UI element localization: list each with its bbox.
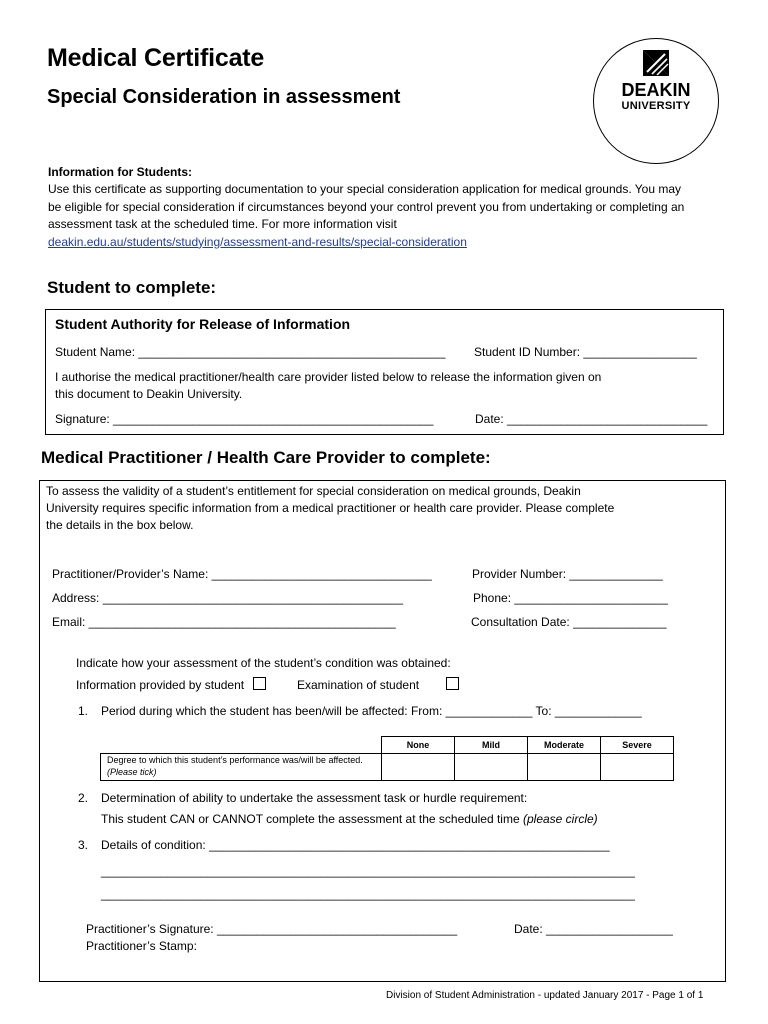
q2-hint: (please circle)	[522, 812, 598, 826]
consultation-date-field[interactable]: Consultation Date: ______________	[471, 615, 667, 629]
deakin-logo	[593, 38, 719, 164]
examination-label: Examination of student	[297, 678, 420, 692]
address-field[interactable]: Address: _____________________________________________	[52, 591, 404, 605]
student-information	[48, 164, 688, 251]
student-signature-field[interactable]: Signature: ________________________________________________	[55, 412, 434, 426]
condition-details-field[interactable]: Details of condition: ____________________________________________________________	[101, 838, 610, 852]
student-name-field[interactable]: Student Name: ______________________________________________	[55, 345, 446, 359]
q3-label: Details of condition:	[101, 838, 206, 852]
degree-header-severe: Severe	[601, 737, 674, 754]
condition-line-3[interactable]: ________________________________________________________________________________	[101, 887, 635, 901]
authorise-text	[55, 369, 601, 403]
examination-checkbox[interactable]	[446, 677, 459, 690]
degree-row-label: Degree to which this student’s performance was/will be affected. (Please tick)	[101, 754, 382, 781]
q1-period-field[interactable]: Period during which the student has been/will be affected: From: _____________ To: _____________	[101, 704, 642, 718]
q2-can-cannot[interactable]	[101, 812, 598, 826]
condition-line-2[interactable]: ________________________________________________________________________________	[101, 864, 635, 878]
page-subtitle: Special Consideration in assessment	[47, 86, 401, 108]
degree-header-none: None	[382, 737, 455, 754]
logo-university: UNIVERSITY	[621, 100, 691, 112]
degree-header-moderate: Moderate	[528, 737, 601, 754]
practitioner-name-field[interactable]: Practitioner/Provider’s Name: _________________________________	[52, 567, 432, 581]
degree-header-mild: Mild	[455, 737, 528, 754]
student-id-label: Student ID Number:	[474, 345, 581, 359]
q2-line: This student CAN or CANNOT complete the assessment at the scheduled time	[101, 812, 520, 826]
q2-label: Determination of ability to undertake the assessment task or hurdle requirement:	[101, 791, 528, 805]
student-signature-label: Signature:	[55, 412, 110, 426]
info-provided-option[interactable]	[76, 677, 266, 692]
intro-line-2: University requires specific information from a medical practitioner or health care provider. Please complete	[46, 501, 615, 515]
student-authority-box	[45, 309, 724, 435]
page-footer: Division of Student Administration - updated January 2017 - Page 1 of 1	[386, 990, 704, 1001]
practitioner-name-label: Practitioner/Provider’s Name:	[52, 567, 209, 581]
phone-label: Phone:	[473, 591, 512, 605]
student-section-title: Student to complete:	[47, 278, 217, 297]
provider-number-label: Provider Number:	[472, 567, 567, 581]
q1-number: 1.	[78, 704, 89, 718]
practitioner-box	[39, 480, 726, 982]
student-date-field[interactable]: Date: ______________________________	[475, 412, 708, 426]
q1-to-label: To:	[535, 704, 552, 718]
degree-cell-none[interactable]	[382, 754, 455, 781]
email-field[interactable]: Email: ______________________________________________	[52, 615, 396, 629]
intro-line-1: To assess the validity of a student’s entitlement for special consideration on medical grounds, Deakin	[46, 484, 581, 498]
degree-cell-mild[interactable]	[455, 754, 528, 781]
student-id-field[interactable]: Student ID Number: _________________	[474, 345, 697, 359]
practitioner-intro	[46, 483, 614, 534]
practitioner-date-field[interactable]: Date: ___________________	[514, 922, 673, 936]
info-provided-checkbox[interactable]	[253, 677, 266, 690]
email-label: Email:	[52, 615, 86, 629]
logo-wordmark: DEAKIN	[621, 80, 691, 100]
intro-line-3: the details in the box below.	[46, 518, 194, 532]
degree-row-hint: (Please tick)	[107, 767, 157, 777]
phone-field[interactable]: Phone: _______________________	[473, 591, 668, 605]
deakin-emblem-icon	[641, 48, 671, 78]
consultation-date-label: Consultation Date:	[471, 615, 570, 629]
authorise-line-2: this document to Deakin University.	[55, 387, 243, 401]
consideration-link[interactable]: deakin.edu.au/students/studying/assessment-and-results/special-consideration	[48, 234, 467, 249]
practitioner-date-label: Date:	[514, 922, 543, 936]
info-provided-label: Information provided by student	[76, 678, 245, 692]
degree-cell-severe[interactable]	[601, 754, 674, 781]
provider-number-field[interactable]: Provider Number: ______________	[472, 567, 663, 581]
info-heading: Information for Students:	[48, 165, 192, 179]
student-date-label: Date:	[475, 412, 504, 426]
info-body: Use this certificate as supporting documentation to your special consideration application for medical grounds. You may be eligible for special consideration if circumstances beyond your control prevent you from undertaking or completing an assessment task at the scheduled time. For more information visit	[48, 182, 685, 232]
q2-number: 2.	[78, 791, 89, 805]
practitioner-signature-field[interactable]: Practitioner’s Signature: ____________________________________	[86, 922, 458, 936]
q3-number: 3.	[78, 838, 89, 852]
indicate-text: Indicate how your assessment of the student’s condition was obtained:	[76, 656, 451, 670]
student-name-label: Student Name:	[55, 345, 136, 359]
page-title: Medical Certificate	[47, 44, 265, 72]
practitioner-section-title: Medical Practitioner / Health Care Provider to complete:	[41, 448, 491, 467]
examination-option[interactable]	[297, 677, 459, 692]
degree-cell-moderate[interactable]	[528, 754, 601, 781]
address-label: Address:	[52, 591, 100, 605]
performance-degree-table	[100, 736, 674, 781]
authorise-line-1: I authorise the medical practitioner/health care provider listed below to release the information given on	[55, 370, 602, 384]
practitioner-signature-label: Practitioner’s Signature:	[86, 922, 214, 936]
authority-heading: Student Authority for Release of Information	[55, 316, 351, 332]
practitioner-stamp-label: Practitioner’s Stamp:	[86, 939, 197, 953]
q1-label: Period during which the student has been/will be affected: From:	[101, 704, 443, 718]
